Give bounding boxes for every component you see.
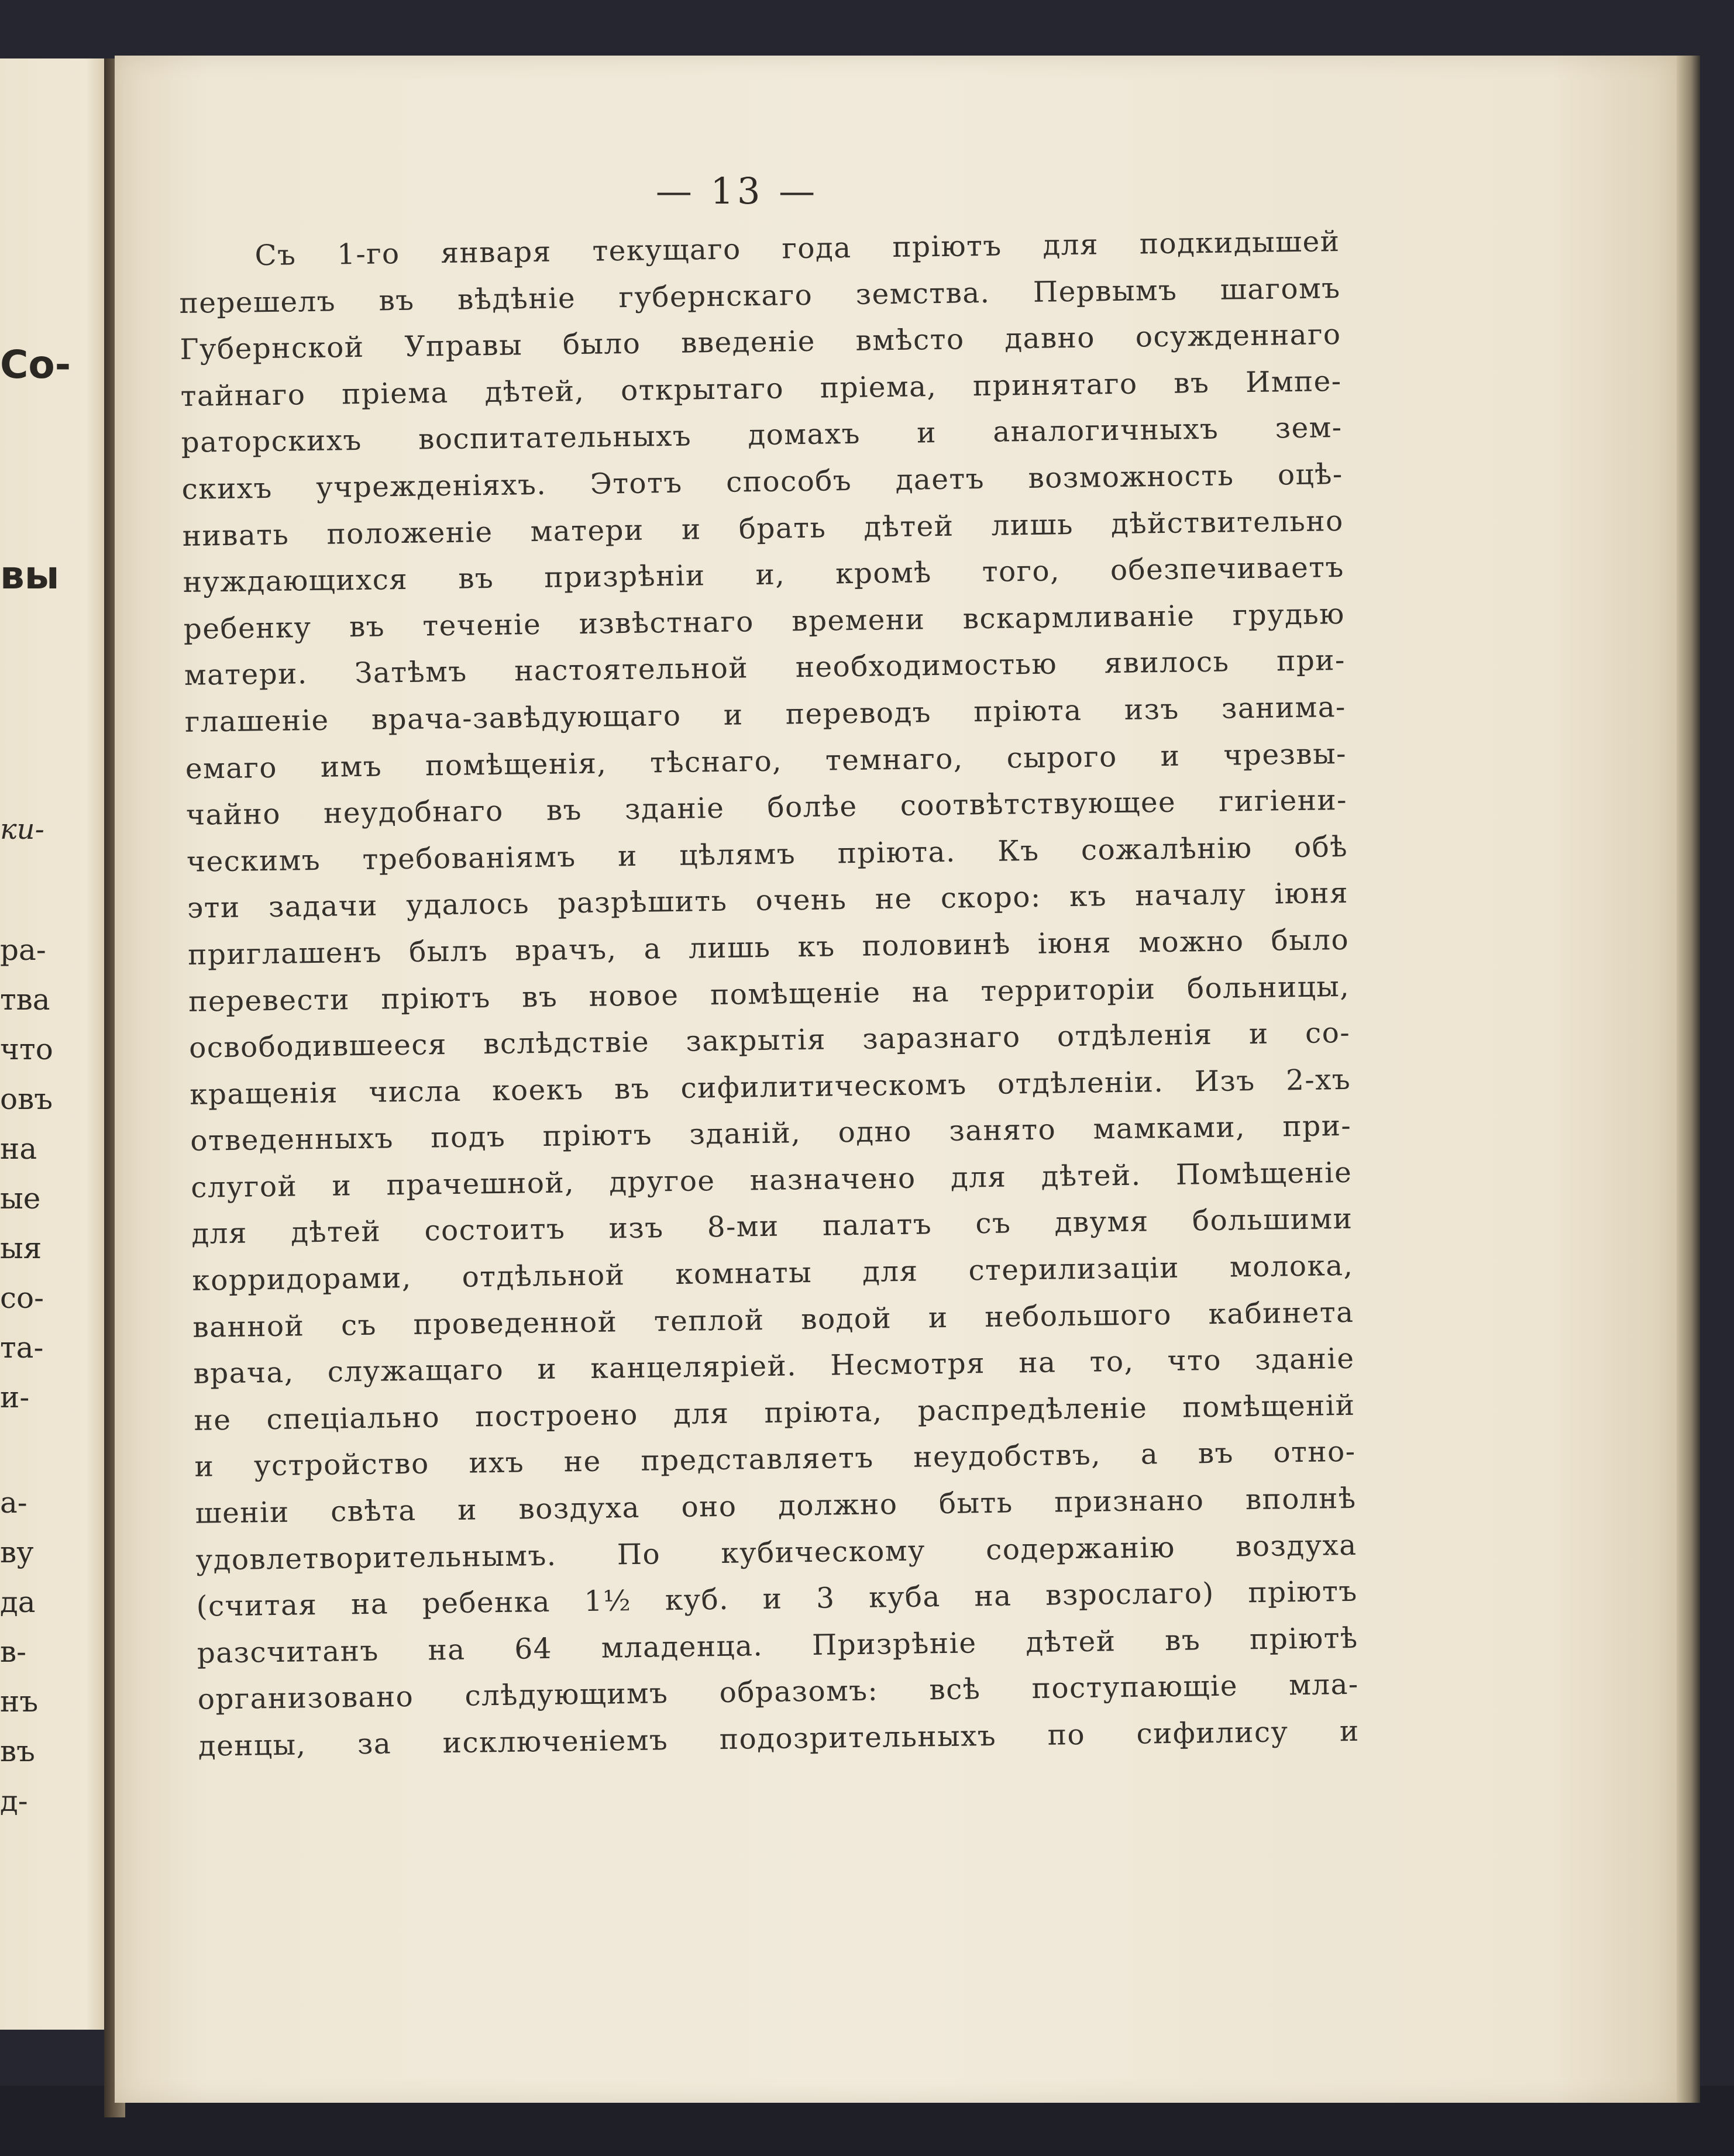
text-line: ребенку въ теченіе извѣстнаго времени вскармливаніе грудью	[183, 597, 1346, 646]
left-page-fragment: нъ	[0, 1685, 39, 1718]
text-line: тайнаго пріема дѣтей, открытаго пріема, принятаго въ Импе-	[180, 364, 1342, 413]
text-line: емаго имъ помѣщенія, тѣснаго, темнаго, сырого и чрезвы-	[185, 737, 1347, 786]
text-line: ческимъ требованіямъ и цѣлямъ пріюта. Къ сожалѣнію обѣ	[186, 830, 1348, 879]
left-page-fragment: вы	[0, 553, 60, 598]
text-line: ванной съ проведенной теплой водой и небольшого кабинета	[192, 1296, 1354, 1344]
left-page-fragment: ву	[0, 1535, 34, 1569]
page-number: — 13 —	[655, 170, 819, 212]
left-page-fragment: и-	[0, 1380, 30, 1414]
left-page-fragment: тва	[0, 983, 50, 1017]
text-line: Губернской Управы было введеніе вмѣсто давно осужденнаго	[180, 318, 1341, 367]
text-line: кращенія числа коекъ въ сифилитическомъ отдѣленіи. Изъ 2-хъ	[189, 1063, 1351, 1111]
text-line: (считая на ребенка 1½ куб. и 3 куба на взрослаго) пріютъ	[196, 1575, 1358, 1624]
left-page-fragment: ыя	[0, 1231, 42, 1265]
text-line: матери. Затѣмъ настоятельной необходимостью явилось при-	[184, 644, 1346, 693]
page-right-edge	[1677, 56, 1700, 2103]
text-line: корридорами, отдѣльной комнаты для стерилизаціи молока,	[192, 1249, 1354, 1297]
left-page-fragment: ки-	[0, 813, 44, 846]
left-page-fragment: да	[0, 1585, 36, 1619]
text-line: отведенныхъ подъ пріютъ зданій, одно занято мамками, при-	[190, 1110, 1352, 1158]
text-line: приглашенъ былъ врачъ, а лишь къ половинѣ іюня можно было	[187, 923, 1350, 972]
text-line: скихъ учрежденіяхъ. Этотъ способъ даетъ возможность оцѣ-	[181, 457, 1343, 506]
text-line: и устройство ихъ не представляетъ неудобствъ, а въ отно-	[194, 1435, 1356, 1484]
left-page-fragment: овъ	[0, 1082, 53, 1116]
text-line: разсчитанъ на 64 младенца. Призрѣніе дѣтей въ пріютѣ	[197, 1621, 1358, 1670]
previous-page-edge	[0, 58, 114, 2030]
text-line: чайно неудобнаго въ зданіе болѣе соотвѣтствующее гигіени-	[185, 784, 1348, 832]
text-line: глашеніе врача-завѣдующаго и переводъ пріюта изъ занима-	[184, 690, 1347, 739]
text-line: перешелъ въ вѣдѣніе губернскаго земства. Первымъ шагомъ	[179, 271, 1341, 320]
left-page-fragment: Со-	[0, 342, 71, 387]
left-page-fragment: что	[0, 1032, 53, 1066]
text-line: слугой и прачешной, другое назначено для дѣтей. Помѣщеніе	[190, 1156, 1353, 1204]
text-line: организовано слѣдующимъ образомъ: всѣ поступающіе мла-	[197, 1668, 1360, 1717]
text-line: врача, служащаго и канцеляріей. Несмотря на то, что зданіе	[193, 1342, 1355, 1391]
text-line: для дѣтей состоитъ изъ 8-ми палатъ съ двумя большими	[191, 1203, 1353, 1251]
left-page-fragment: в-	[0, 1635, 27, 1669]
text-line: нуждающихся въ призрѣніи и, кромѣ того, обезпечиваетъ	[183, 551, 1344, 600]
text-line: денцы, за исключеніемъ подозрительныхъ по сифилису и	[198, 1714, 1360, 1763]
text-line: Съ 1-го января текущаго года пріютъ для подкидышей	[254, 225, 1340, 273]
left-page-fragment: ра-	[0, 933, 46, 967]
page-body-text	[178, 219, 1360, 1770]
left-page-fragment: д-	[0, 1784, 28, 1818]
left-page-fragment: та-	[0, 1331, 44, 1365]
text-line: перевести пріютъ въ новое помѣщеніе на территоріи больницы,	[188, 970, 1350, 1018]
text-line: освободившееся вслѣдствіе закрытія заразнаго отдѣленія и со-	[188, 1016, 1351, 1065]
left-page-fragment: со-	[0, 1281, 44, 1315]
text-line: эти задачи удалось разрѣшить очень не скоро: къ началу іюня	[187, 877, 1349, 925]
text-line: раторскихъ воспитательныхъ домахъ и аналогичныхъ зем-	[181, 411, 1343, 460]
text-line: не спеціально построено для пріюта, распредѣленіе помѣщеній	[194, 1389, 1355, 1437]
text-line: удовлетворительнымъ. По кубическому содержанію воздуха	[195, 1528, 1357, 1577]
text-line: шеніи свѣта и воздуха оно должно быть признано вполнѣ	[195, 1482, 1357, 1530]
left-page-fragment: а-	[0, 1486, 27, 1520]
left-page-fragment: на	[0, 1132, 37, 1166]
left-page-fragment: ые	[0, 1182, 41, 1215]
text-line: нивать положеніе матери и брать дѣтей лишь дѣйствительно	[182, 504, 1344, 553]
left-page-fragment: въ	[0, 1734, 35, 1768]
